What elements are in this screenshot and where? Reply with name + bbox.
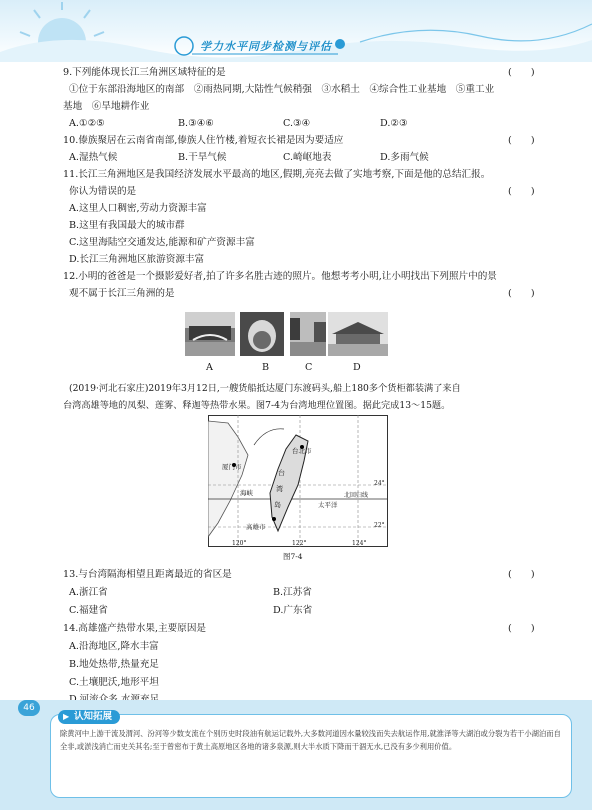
q10-answer-paren: ( ) (508, 135, 535, 146)
q11-stem-line2: 你认为错误的是 (69, 186, 137, 197)
q14-stem: 14.高雄盛产热带水果,主要原因是 (63, 623, 207, 634)
extension-title (58, 710, 120, 724)
q13-choice-a: A.浙江省 (69, 587, 108, 598)
q9-options-line1: ①位于东部沿海地区的南部 ②雨热同期,大陆性气候稍强 ③水稻土 ④综合性工业基地 ⑤重工业 (69, 84, 495, 95)
q12-stem-line2: 观不属于长江三角洲的是 (69, 288, 175, 299)
map-label-taipingyang: 太平洋 (318, 501, 338, 509)
photo-d (328, 312, 388, 356)
photo-c (290, 312, 326, 356)
q13-stem: 13.与台湾隔海相望且距离最近的省区是 (63, 569, 232, 580)
extension-title-text: 认知拓展 (74, 711, 113, 722)
header-swoosh (360, 24, 592, 42)
q9-choice-c: C.③④ (283, 118, 311, 129)
photo-label-c: C (305, 362, 313, 373)
q9-answer-paren: ( ) (508, 67, 535, 78)
q9-choice-a: A.①②⑤ (69, 118, 105, 129)
q11-choice-d: D.长江三角洲地区旅游资源丰富 (69, 254, 205, 265)
header-dot-right (335, 39, 345, 49)
q11-answer-paren: ( ) (508, 186, 535, 197)
q9-stem: 9.下列能体现长江三角洲区域特征的是 (63, 67, 226, 78)
photo-label-a: A (206, 362, 213, 373)
map-label-lon124: 124° (352, 540, 367, 547)
photo-label-d: D (353, 362, 361, 373)
photo-a (185, 312, 235, 356)
taiwan-map (208, 415, 388, 547)
map-label-lat22: 22° (374, 522, 385, 529)
map-label-tropic: 北回归线 (344, 492, 369, 499)
header-ring-left (175, 37, 193, 55)
map-label-lon122: 122° (292, 540, 307, 547)
q9-choice-d: D.②③ (380, 118, 408, 129)
q10-choice-c: C.崎岖地表 (283, 152, 332, 163)
map-label-taibei: 台北市 (292, 447, 312, 455)
q11-choice-a: A.这里人口稠密,劳动力资源丰富 (69, 203, 207, 214)
map-label-lat24: 24° (374, 480, 385, 487)
play-icon: ▶ (63, 712, 70, 721)
q13-answer-paren: ( ) (508, 569, 535, 580)
q11-stem-line1: 11.长江三角洲地区是我国经济发展水平最高的地区,假期,亮亮去做了实地考察,下面是他的总结汇报。 (63, 169, 491, 180)
q14-answer-paren: ( ) (508, 623, 535, 634)
q14-choice-c: C.土壤肥沃,地形平坦 (69, 677, 159, 688)
photo-b (240, 312, 284, 356)
extension-text: 除黄河中上游干流及渭河、汾河等少数支流在个别历史时段油有航运记载外,大多数河道因水量较浅而失去航运作用,就淮泽等大湖泊或分裂为若干小湖泊而自全非,或淤浅消亡而史关其名;至于曾密布于黄土高原地区各地的诸多泉源,则大半水质下降而干涸无水,已没有多少利用价值。 (60, 729, 561, 751)
q14-choice-a: A.沿海地区,降水丰富 (69, 641, 159, 652)
intro-line2: 台湾高雄等地的凤梨、莲雾、释迦等热带水果。图7-4为台湾地理位置图。据此完成13～15题。 (63, 400, 451, 411)
photo-label-b: B (262, 362, 270, 373)
q9-choice-b: B.③④⑥ (178, 118, 214, 129)
q12-stem-line1: 12.小明的爸爸是一个摄影爱好者,拍了许多名胜古迹的照片。他想考考小明,让小明找出下列照片中的景 (63, 271, 497, 282)
q10-stem: 10.傣族聚居在云南省南部,傣族人住竹楼,着短衣长裙是因为要适应 (63, 135, 344, 146)
map-label-tai: 台 (278, 469, 285, 477)
page-number: 46 (18, 700, 40, 716)
intro-line1: (2019·河北石家庄)2019年3月12日,一艘货船抵达厦门东渡码头,船上180多个货柜都装满了来自 (69, 383, 461, 394)
map-label-haixia: 海峡 (240, 489, 253, 497)
q14-choice-b: B.地处热带,热量充足 (69, 659, 159, 670)
q11-choice-b: B.这里有我国最大的城市群 (69, 220, 185, 231)
map-label-dao: 岛 (274, 501, 281, 509)
q12-answer-paren: ( ) (508, 288, 535, 299)
map-label-xiamen: 厦门市 (222, 463, 242, 471)
q11-choice-c: C.这里海陆空交通发达,能源和矿产资源丰富 (69, 237, 255, 248)
q10-choice-d: D.多雨气候 (380, 152, 429, 163)
q10-choice-b: B.干旱气候 (178, 152, 227, 163)
header-title: 学力水平同步检测与评估 (200, 40, 332, 53)
map-label-lon120: 120° (232, 540, 247, 547)
figure-caption: 图7-4 (283, 552, 303, 561)
map-label-gaoxiong: 高雄市 (246, 523, 266, 531)
q13-choice-c: C.福建省 (69, 605, 108, 616)
q9-options-line2: 基地 ⑥旱地耕作业 (63, 101, 150, 112)
map-label-wan: 湾 (276, 485, 283, 493)
gaoxiong-dot (272, 517, 276, 521)
q13-choice-d: D.广东省 (273, 605, 313, 616)
q10-choice-a: A.湿热气候 (69, 152, 118, 163)
q13-choice-b: B.江苏省 (273, 587, 312, 598)
